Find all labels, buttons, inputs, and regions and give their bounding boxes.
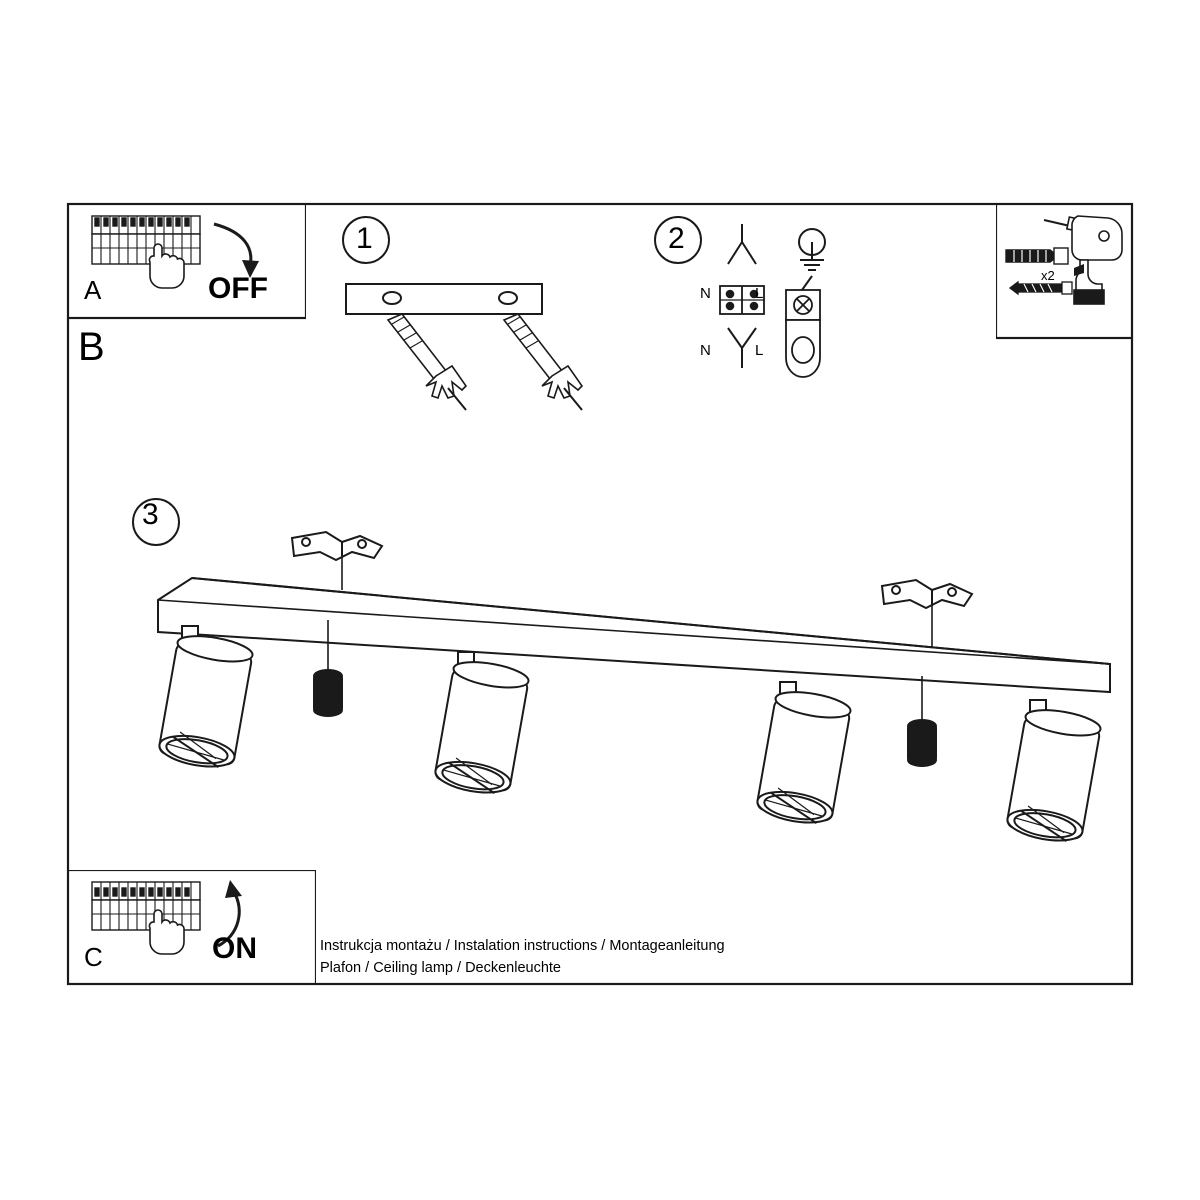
terminal-label-l-top: L bbox=[755, 285, 764, 302]
terminal-label-n-top: N bbox=[700, 285, 711, 302]
earth-ground-icon bbox=[799, 229, 825, 270]
screw-icon bbox=[1010, 282, 1072, 294]
step-2-number: 2 bbox=[668, 222, 685, 255]
caption-line-1: Instrukcja montażu / Instalation instructions / Montageanleitung bbox=[320, 938, 725, 954]
step-3 bbox=[110, 490, 1120, 860]
step-3-number: 3 bbox=[142, 498, 159, 531]
drop-connector-2 bbox=[908, 676, 936, 766]
tools-panel bbox=[996, 204, 1132, 340]
spot-light-4 bbox=[1005, 700, 1102, 846]
step-1-number: 1 bbox=[356, 222, 373, 255]
lamp-connector-icon bbox=[786, 276, 820, 377]
panel-a bbox=[68, 204, 306, 320]
mount-bracket-left bbox=[292, 532, 382, 590]
terminal-label-n-bottom: N bbox=[700, 342, 711, 359]
section-b-label: B bbox=[78, 325, 105, 369]
spot-light-3 bbox=[755, 682, 852, 828]
panel-c bbox=[68, 870, 316, 984]
terminal-label-l-bottom: L bbox=[755, 342, 764, 359]
spot-light-1 bbox=[157, 626, 254, 772]
panel-c-label: C bbox=[84, 942, 103, 972]
circuit-breaker-icon bbox=[92, 216, 200, 264]
spot-light-2 bbox=[433, 652, 530, 798]
panel-a-state-label: OFF bbox=[208, 272, 268, 305]
wall-plug-icon bbox=[1006, 248, 1068, 264]
tools-quantity-label: x2 bbox=[1041, 268, 1055, 283]
circuit-breaker-icon bbox=[92, 882, 200, 930]
panel-c-state-label: ON bbox=[212, 932, 257, 965]
caption-line-2: Plafon / Ceiling lamp / Deckenleuchte bbox=[320, 960, 561, 976]
panel-a-label: A bbox=[84, 275, 102, 305]
